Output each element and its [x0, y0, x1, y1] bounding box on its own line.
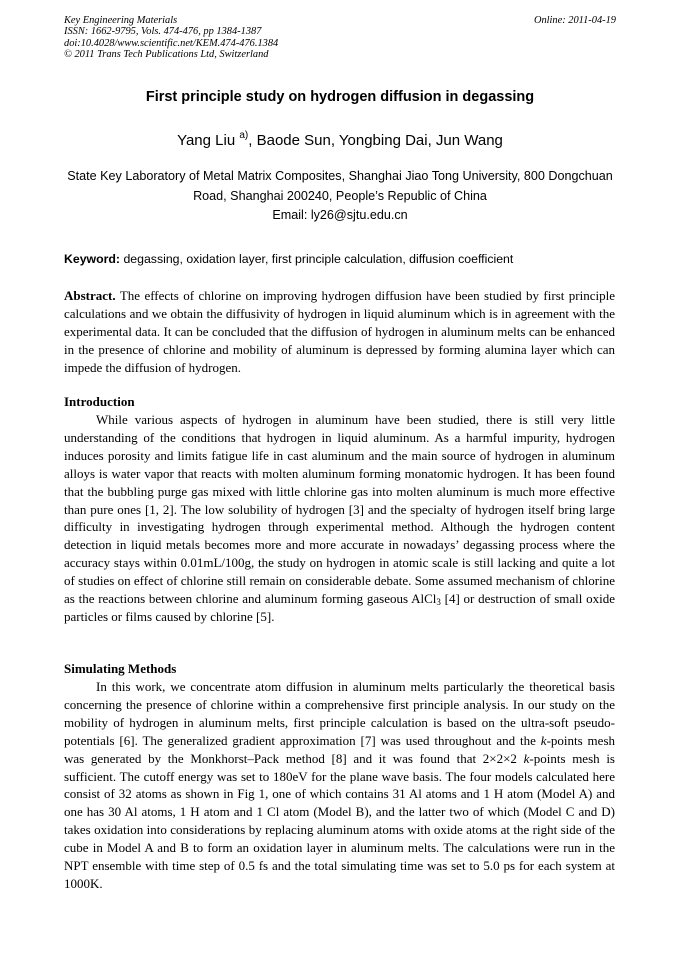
methods-text-2: -points mesh was generated by the Monkhorst–Pack method [8] and it was found that 2×2×2 — [64, 732, 615, 766]
author-list — [64, 131, 616, 149]
introduction-heading: Introduction — [64, 394, 135, 409]
k-italic-2: k — [523, 750, 530, 766]
keyword-label: Keyword: — [64, 252, 121, 266]
methods-heading: Simulating Methods — [64, 661, 177, 676]
journal-header — [64, 15, 616, 61]
introduction-text-1: While various aspects of hydrogen in aluminum have been studied, there is still very little understanding of the conditions that hydrogen in liquid aluminum. As a harmful impurity, hydrogen induces porosity and limits fatigue life in cast aluminum and the main source of hydrogen in aluminum alloys is water vapor that reacts with molten aluminum forming monatomic hydrogen. It has been found that the bubbling purge gas mixed with little chlorine gas into molten aluminum is much more effective than pure ones [1, 2]. The low solubility of hydrogen [3] and the specialty of hydrogen itself bring large difficulty in investigating hydrogen through experimental method. Although the hydrogen content detection in liquid metals becomes more and more accurate in nowadays’ degassing process where the accuracy stays within 0.01mL/100g, the study on hydrogen in atomic scale is still lacking and quite a lot of studies on effect of chlorine still remain on considerable debate. Some assumed mechanism of chlorine as the reactions between chlorine and aluminum forming gaseous AlCl — [64, 412, 615, 607]
abstract-text: The effects of chlorine on improving hydrogen diffusion have been studied by first principle calculations and we obtain the diffusivity of hydrogen in liquid aluminum which is in agreement with the experimental data. It can be concluded that the diffusion of hydrogen in aluminum melts can be enhanced in the presence of chlorine and mobility of aluminum is depressed by forming alumina layer which can impede the diffusion of hydrogen. — [64, 288, 615, 375]
keywords — [64, 252, 624, 266]
affiliation: State Key Laboratory of Metal Matrix Composites, Shanghai Jiao Tong University, 800 Dongchuan Road, Shanghai 200240, People’s Republic of China — [67, 169, 613, 203]
introduction-paragraph — [64, 411, 615, 626]
other-authors: , Baode Sun, Yongbing Dai, Jun Wang — [248, 132, 503, 149]
copyright-line: © 2011 Trans Tech Publications Ltd, Switzerland — [64, 49, 269, 61]
email-line: Email: ly26@sjtu.edu.cn — [272, 208, 408, 222]
issn-line: ISSN: 1662-9795, Vols. 474-476, pp 1384-1387 — [64, 26, 262, 38]
introduction-text-2: [4] or destruction of small oxide particles or films caused by chlorine [5]. — [64, 591, 615, 624]
first-author: Yang Liu — [177, 132, 236, 149]
paper-title: First principle study on hydrogen diffusion in degassing — [145, 89, 535, 105]
k-italic-1: k — [540, 732, 547, 748]
methods-text-1: In this work, we concentrate atom diffusion in aluminum melts particularly the theoretical basis concerning the presence of chlorine within a comprehensive first principle analysis. In our study on the mobility of hydrogen in aluminum melts, first principle calculation is based on the ultra-soft pseudo-potentials [6]. The generalized gradient approximation [7] was used throughout and the — [64, 679, 615, 748]
alcl-subscript: 3 — [436, 597, 441, 608]
doi-line: doi:10.4028/www.scientific.net/KEM.474-476.1384 — [64, 37, 279, 49]
journal-name: Key Engineering Materials — [64, 15, 178, 26]
author-mark: a) — [239, 130, 249, 141]
keyword-text: degassing, oxidation layer, first principle calculation, diffusion coefficient — [120, 252, 514, 266]
abstract — [64, 287, 615, 377]
methods-paragraph — [64, 678, 615, 893]
abstract-label: Abstract. — [64, 288, 116, 303]
methods-text-3: -points mesh is sufficient. The cutoff energy was set to 180eV for the plane wave basis. The four models calculated here consist of 32 atoms as shown in Fig 1, one of which contains 31 Al atoms and 1 H atom (Model A) and one has 30 Al atoms, 1 H atom and 1 Cl atom (Model B), and the latter two of which (Model C and D) takes oxidation into considerations by replacing aluminum atoms with oxide atoms at the right side of the cube in Model A and B to form an oxidation layer in aluminum melts. The calculations were run in the NPT ensemble with time step of 0.5 fs and the total simulating time was set to 5.0 ps for each system at 1000K. — [64, 750, 615, 891]
online-date: Online: 2011-04-19 — [533, 15, 616, 26]
